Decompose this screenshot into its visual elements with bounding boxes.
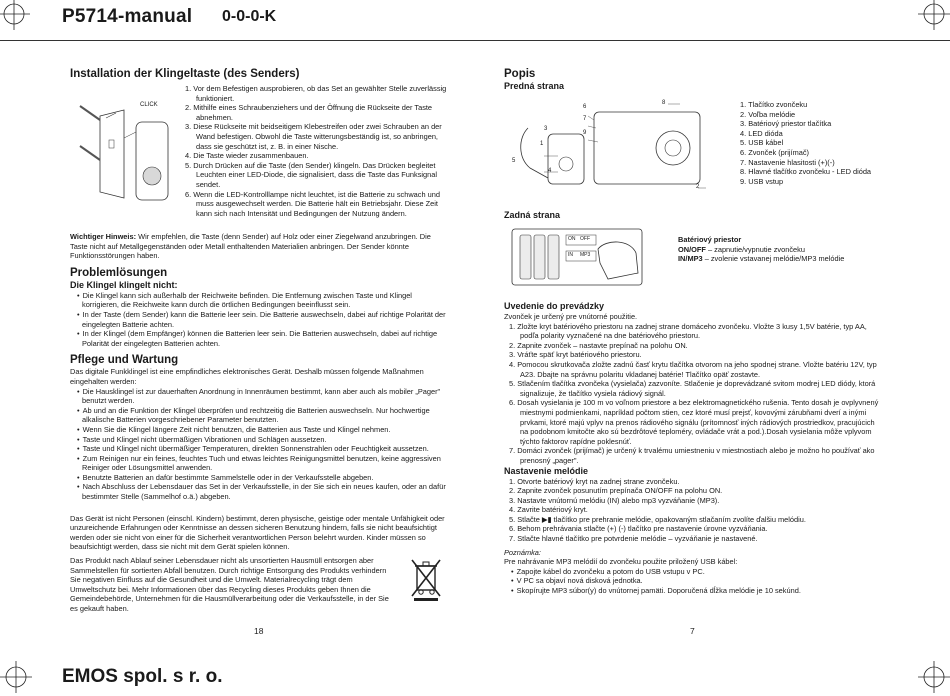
warning-paragraph: [70, 232, 447, 261]
description-heading: Popis: [504, 68, 536, 80]
list-item: • V PC sa objaví nová disková jednotka.: [504, 576, 882, 586]
callout-2: 2: [696, 184, 700, 190]
callout-4: 4: [548, 168, 552, 174]
list-item: • Wenn Sie die Klingel längere Zeit nicht benutzen, die Batterien aus Taste und Klingel nehmen.: [70, 425, 447, 435]
front-side-section: [504, 92, 882, 194]
onoff-description: [678, 245, 882, 255]
melody-step: 2. Zapnite zvonček posunutím prepínača ON/OFF na polohu ON.: [509, 486, 723, 496]
list-item: • Nach Abschluss der Lebensdauer das Set in der Verkaufsstelle, in der Sie sich ein neues kaufen, oder an dafür bestimmter Stelle (Sammelhof o.ä.) abgeben.: [70, 482, 447, 501]
use-step: 1. Zložte kryt batériového priestoru na zadnej strane domáceho zvončeku. Vložte 3 kusy 1,5V batérie, typ AA, podľa polarity vyznačené na dne batériového priestoru.: [509, 321, 867, 341]
disposal-section: [70, 556, 447, 614]
list-item: 4. LED dióda: [740, 128, 783, 138]
list-item: 1. Tlačítko zvončeku: [740, 100, 808, 109]
melody-step: 3. Nastavte vnútornú melódiu (IN) alebo mp3 vyzváňanie (MP3).: [509, 495, 720, 505]
list-item: 8. Hlavné tlačítko zvončeku - LED dióda: [740, 167, 872, 177]
use-step: 2. Zapnite zvonček – nastavte prepínač na polohu ON.: [509, 340, 688, 350]
right-page: [504, 68, 882, 596]
list-item: 5. USB kábel: [740, 138, 784, 148]
care-intro: Das digitale Funkklingel ist eine empfindliches elektronisches Gerät. Deshalb müssen folgende Maßnahmen eingehalten werden:: [70, 367, 424, 386]
button-mount-illustration: [78, 98, 176, 203]
inmp3-description: [678, 254, 882, 264]
front-parts-list: [740, 100, 882, 186]
page-number-left: 18: [254, 626, 264, 636]
callout-5: 5: [512, 158, 516, 164]
note-intro: Pre nahrávanie MP3 melódií do zvončeku použite priložený USB kábel:: [504, 557, 738, 567]
melody-heading: Nastavenie melódie: [504, 465, 589, 476]
callout-8: 8: [662, 100, 666, 106]
melody-step: 4. Zavrite batériový kryt.: [509, 505, 588, 515]
inmp3-label: IN/MP3: [678, 254, 703, 264]
warning-text: Wir empfehlen, die Taste (denn Sender) auf Holz oder einer Ziegelwand anzubringen. Die Taste nicht auf Metallgegenständen oder Metall enthaltenden Materialien anbringen. Der Sender könnte Funktionsstörungen haben.: [70, 232, 431, 261]
use-step: 6. Dosah vysielania je 100 m vo voľnom priestore a bez elektromagnetického rušenia. Tento dosah je ovplyvnený miestnymi podmienkami, napríklad počtom stien, cez ktoré musí prejsť, kovovými zárubňami dverí a inými prvkami, ktoré majú vplyv na prenos rádiového signálu (prítomnosť iných rádiových prostriedkov, pracujúcich na podobnom kmitočte ako sú bezdrôtové teploméry, ovládače vrát a pod.).Dosah vysielania môže vplyvom týchto faktorov rapídne poklesnúť.: [509, 398, 879, 446]
top-rule: [0, 40, 950, 41]
list-item: • Taste und Klingel nicht übermäßigen Vibrationen und Schlägen aussetzen.: [70, 435, 447, 445]
list-item: • Benutzte Batterien an dafür bestimmte Sammelstelle oder in der Verkaufsstelle abgeben.: [70, 473, 447, 483]
installation-step: 5. Durch Drücken auf die Taste (den Sender) klingeln. Das Drücken begleitet Leuchten einer LED-Diode, die signalisiert, dass die Taste das Funksignal sendet.: [185, 160, 438, 189]
care-list: [70, 387, 447, 502]
switch-label-off: OFF: [580, 236, 590, 242]
page-number-right: 7: [690, 626, 695, 636]
onoff-label: ON/OFF: [678, 244, 706, 254]
back-side-heading: Zadná strana: [504, 210, 561, 220]
installation-steps: [185, 84, 447, 218]
back-side-section: [504, 221, 882, 289]
installation-step: 4. Die Taste wieder zusammenbauen.: [185, 151, 309, 161]
use-step: 3. Vráťte späť kryt batériového priestoru.: [509, 350, 642, 360]
switch-label-on: ON: [568, 236, 576, 242]
document-code: 0-0-0-K: [222, 8, 277, 25]
crop-mark-bottom-right: [914, 657, 950, 696]
problems-list: [70, 291, 447, 349]
callout-1: 1: [540, 141, 544, 147]
installation-step: 2. Mithilfe eines Schraubenziehers und der Öffnung die Rückseite der Taste abnehmen.: [185, 103, 433, 122]
use-step: 5. Stlačením tlačítka zvončeka (vysielača) zazvoníte. Stlačenie je doprevádzané svitom modrej LED diódy, ktorá signalizuje, že tlačítko vysiela rádiový signál.: [509, 379, 876, 398]
melody-step: 7. Stlačte hlavné tlačítko pre potvrdenie melódie – vyzváňanie je nastavené.: [509, 534, 758, 544]
crop-mark-top-left: [0, 0, 34, 34]
onoff-text: – zapnutie/vypnutie zvončeku: [705, 244, 805, 254]
use-step: 4. Pomocou skrutkovača zložte zadnú časť krytu tlačítka otvorom na jeho spodnej strane. Vložte batériu 12V, typ A23. Dbajte na správnu polaritu vkladanej batérie! Tlačítko opäť zostavte.: [509, 359, 877, 379]
callout-7: 7: [583, 116, 587, 122]
list-item: • Zapojte kábel do zvončeku a potom do USB vstupu v PC.: [504, 567, 882, 577]
melody-steps: [509, 477, 882, 544]
list-item: • Skopírujte MP3 súbor(y) do vnútornej pamäti. Doporučená dĺžka melódie je 10 sekúnd.: [504, 586, 882, 596]
installation-step: 1. Vor dem Befestigen ausprobieren, ob das Set an gewählter Stelle zuverlässig funktioniert.: [185, 84, 447, 103]
list-item: 3. Batériový priestor tlačítka: [740, 119, 832, 129]
list-item: 7. Nastavenie hlasitosti (+)(-): [740, 157, 835, 167]
melody-step: 5. Stlačte ▶▮ tlačítko pre prehranie melódie, opakovaným stlačaním zvolíte ďalšiu melódiu.: [509, 514, 806, 524]
installation-step: 6. Wenn die LED-Kontrolllampe nicht leuchtet, ist die Batterie zu schwach und muss ausgewechselt werden. Die Batterie hält ein Betriebsjahr. Diese Zeit kann sich nach Intensität und Bedingungen der Nutzung ändern.: [185, 189, 440, 218]
left-page: [70, 68, 447, 614]
list-item: • Taste und Klingel nicht übermäßiger Temperaturen, direkten Sonnenstrahlen oder Feuchtigkeit aussetzen.: [70, 444, 447, 454]
list-item: • Die Hausklingel ist zur dauerhaften Anordnung in Innenräumen bestimmt, kann aber auch als mobiler „Pager" benutzt werden.: [70, 387, 447, 406]
use-intro: Zvonček je určený pre vnútorné použitie.: [504, 312, 638, 321]
switch-label-in: IN: [568, 252, 573, 258]
company-name: EMOS spol. s r. o.: [62, 666, 223, 687]
click-label: CLICK: [140, 102, 158, 108]
callout-3: 3: [544, 126, 548, 132]
weee-bin-icon: [410, 558, 442, 602]
use-step: 7. Domáci zvonček (prijímač) je určený k trvalému umiestneniu v miestnostiach alebo je možno ho používať ako prenosný „pager".: [509, 446, 875, 465]
crop-mark-top-right: [914, 0, 950, 34]
use-heading: Uvedenie do prevádzky: [504, 301, 605, 311]
care-heading: Pflege und Wartung: [70, 354, 179, 367]
front-side-heading: Predná strana: [504, 81, 565, 91]
installation-section: [70, 84, 447, 232]
callout-6: 6: [583, 104, 587, 110]
safety-paragraph: Das Gerät ist nicht Personen (einschl. Kindern) bestimmt, deren physische, geistige oder mentale Unfähigkeit oder unzureichende Erfahrungen oder Kenntnisse an dessen sicheren Benutzung hindern, falls sie nicht beaufsichtigt werden oder sie nicht von einer für die Sicherheit verantwortlichen Person belehrt wurden. Kinder müssen so beaufsichtigt werden, dass sie nicht mit dem Gerät spielen können.: [70, 513, 445, 552]
callout-9: 9: [583, 130, 587, 136]
list-item: 9. USB vstup: [740, 176, 784, 186]
problems-heading: Problemlösungen: [70, 266, 168, 279]
melody-step: 6. Behom prehrávania stlačte (+) (-) tlačítko pre nastavenie úrovne vyzváňania.: [509, 524, 768, 534]
inmp3-text: – zvolenie vstavanej melódie/MP3 melódie: [702, 254, 845, 264]
list-item: • Zum Reinigen nur ein feines, feuchtes Tuch und etwas leichtes Reinigungsmittel benutzen, keine aggressiven Reiniger oder Lösungsmittel anwenden.: [70, 454, 447, 473]
list-item: • Ab und an die Funktion der Klingel überprüfen und rechtzeitig die Batterien auswechseln. Nur hochwertige alkalische Batterien vorgeschriebener Parameter benutzten.: [70, 406, 447, 425]
installation-step: 3. Diese Rückseite mit beidseitigem Klebestreifen oder zwei Schrauben an der Wand befestigen. Obwohl die Taste witterungsbeständig ist, so anbringen, dass sie geschützt ist, z. B. in einer Nische.: [185, 122, 442, 151]
list-item: • In der Klingel (dem Empfänger) können die Batterien leer sein. Die Batterien auswechseln, dabei auf richtige Polarität der eingelegten Batterien achten.: [70, 329, 447, 348]
disposal-paragraph: Das Produkt nach Ablauf seiner Lebensdauer nicht als unsortierten Hausmüll entsorgen aber Sammelstellen für sortierten Abfall benutzen. Durch richtige Entsorgung des Produkts verhindern Sie negativen Einfluss auf die Gesundheit und die Umwelt. Materialrecycling trägt dem Umweltschutz bei. Mehr Informationen über das Recycling dieses Produkts geben Ihnen die Gemeindebehörde, Unternehmen für die Hausmüllverarbeitung oder die Verkaufsstelle, in der Sie es gekauft haben.: [70, 556, 389, 613]
problems-subheading: Die Klingel klingelt nicht:: [70, 279, 178, 290]
warning-label: Wichtiger Hinweis:: [70, 232, 137, 241]
note-label: Poznámka:: [504, 547, 541, 557]
crop-mark-bottom-left: [0, 657, 36, 696]
document-title: P5714-manual: [62, 6, 193, 27]
use-steps: [509, 322, 882, 466]
note-list: [504, 567, 882, 596]
switch-label-mp3: MP3: [580, 252, 591, 258]
list-item: 6. Zvonček (prijímač): [740, 147, 809, 157]
battery-heading: Batériový priestor: [678, 235, 742, 244]
list-item: • In der Taste (dem Sender) kann die Batterie leer sein. Die Batterie auswechseln, dabei auf richtige Polarität der eingelegten Batterie achten.: [70, 310, 447, 329]
melody-step: 1. Otvorte batériový kryt na zadnej strane zvončeku.: [509, 476, 680, 486]
installation-heading: Installation der Klingeltaste (des Senders): [70, 68, 300, 80]
doorbell-front-illustration: [508, 98, 708, 196]
list-item: 2. Voľba melódie: [740, 109, 796, 119]
list-item: • Die Klingel kann sich außerhalb der Reichweite befinden. Die Entfernung zwischen Taste und Klingel korrigieren, die Reichweite kann durch die örtlichen Bedingungen beeinflusst sein.: [70, 291, 447, 310]
battery-description: [678, 235, 882, 264]
